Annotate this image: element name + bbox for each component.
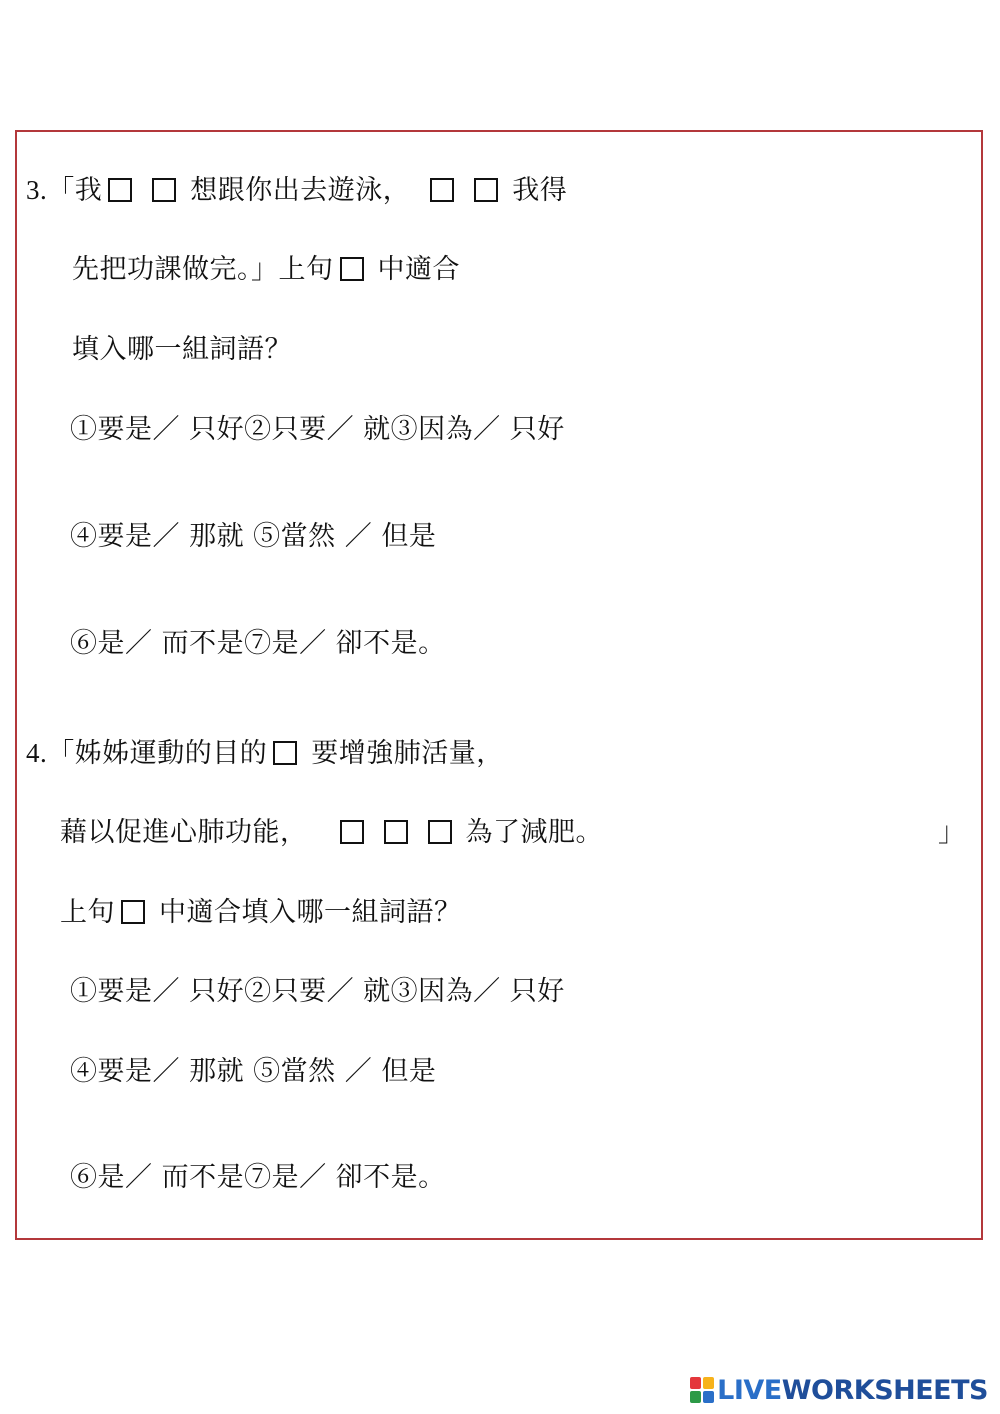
q3-blank-1[interactable] [108, 178, 132, 202]
q3-option-row-3: ⑥是／ 而不是⑦是／ 卻不是。 [70, 628, 446, 659]
q3-line-1-text-a: 「我 [47, 175, 103, 206]
q3-option-row-1: ①要是／ 只好②只要／ 就③因為／ 只好 [70, 414, 565, 445]
q4-closing-quote: 」 [938, 817, 966, 848]
q3-blank-2[interactable] [152, 178, 176, 202]
q4-line-3-text-a: 上句 [60, 897, 115, 928]
q3-blank-3[interactable] [430, 178, 454, 202]
logo-square-3 [690, 1391, 701, 1403]
q3-line-2 [72, 250, 460, 290]
q3-line-3: 填入哪一組詞語？ [72, 334, 292, 365]
logo-text-worksheets: WORKSHEETS [781, 1374, 988, 1406]
q4-option-row-1: ①要是／ 只好②只要／ 就③因為／ 只好 [70, 976, 565, 1007]
q4-line-2-text-b: 為了減肥。 [465, 817, 603, 848]
q4-blank-3[interactable] [384, 820, 408, 844]
q3-blank-4[interactable] [474, 178, 498, 202]
q4-blank-1[interactable] [273, 741, 297, 765]
q4-line-3 [60, 893, 462, 933]
q3-blank-5[interactable] [340, 257, 364, 281]
logo-square-2 [703, 1377, 714, 1389]
q4-line-1 [26, 733, 504, 774]
q4-blank-5[interactable] [121, 900, 145, 924]
q4-line-1-text-a: 「姊姊運動的目的 [47, 738, 268, 769]
q4-blank-2[interactable] [340, 820, 364, 844]
logo-square-4 [703, 1391, 714, 1403]
q3-line-2-text-a: 先把功課做完。」上句 [72, 254, 334, 285]
q3-number: 3. [26, 175, 48, 205]
q4-option-row-3: ⑥是／ 而不是⑦是／ 卻不是。 [70, 1162, 446, 1193]
q3-line-1-text-c: 我得 [512, 175, 568, 206]
q4-number: 4. [26, 738, 48, 768]
q4-blank-4[interactable] [428, 820, 452, 844]
q4-line-1-text-b: 要增強肺活量， [311, 738, 504, 769]
q3-line-2-text-b: 中適合 [377, 254, 460, 285]
q3-option-row-2: ④要是／ 那就 ⑤當然 ／ 但是 [70, 521, 437, 552]
q4-option-row-2: ④要是／ 那就 ⑤當然 ／ 但是 [70, 1056, 437, 1087]
q3-line-1-text-b: 想跟你出去遊泳， [190, 175, 411, 206]
liveworksheets-logo-text [717, 1375, 988, 1406]
liveworksheets-logo [690, 1372, 988, 1408]
q4-line-2-text-a: 藉以促進心肺功能， [60, 817, 308, 848]
logo-text-live: LIVE [717, 1374, 782, 1406]
logo-square-1 [690, 1377, 701, 1389]
q4-line-2 [60, 813, 603, 853]
liveworksheets-logo-icon [690, 1377, 714, 1403]
q3-line-1 [26, 170, 567, 211]
q4-line-3-text-b: 中適合填入哪一組詞語？ [159, 897, 462, 928]
